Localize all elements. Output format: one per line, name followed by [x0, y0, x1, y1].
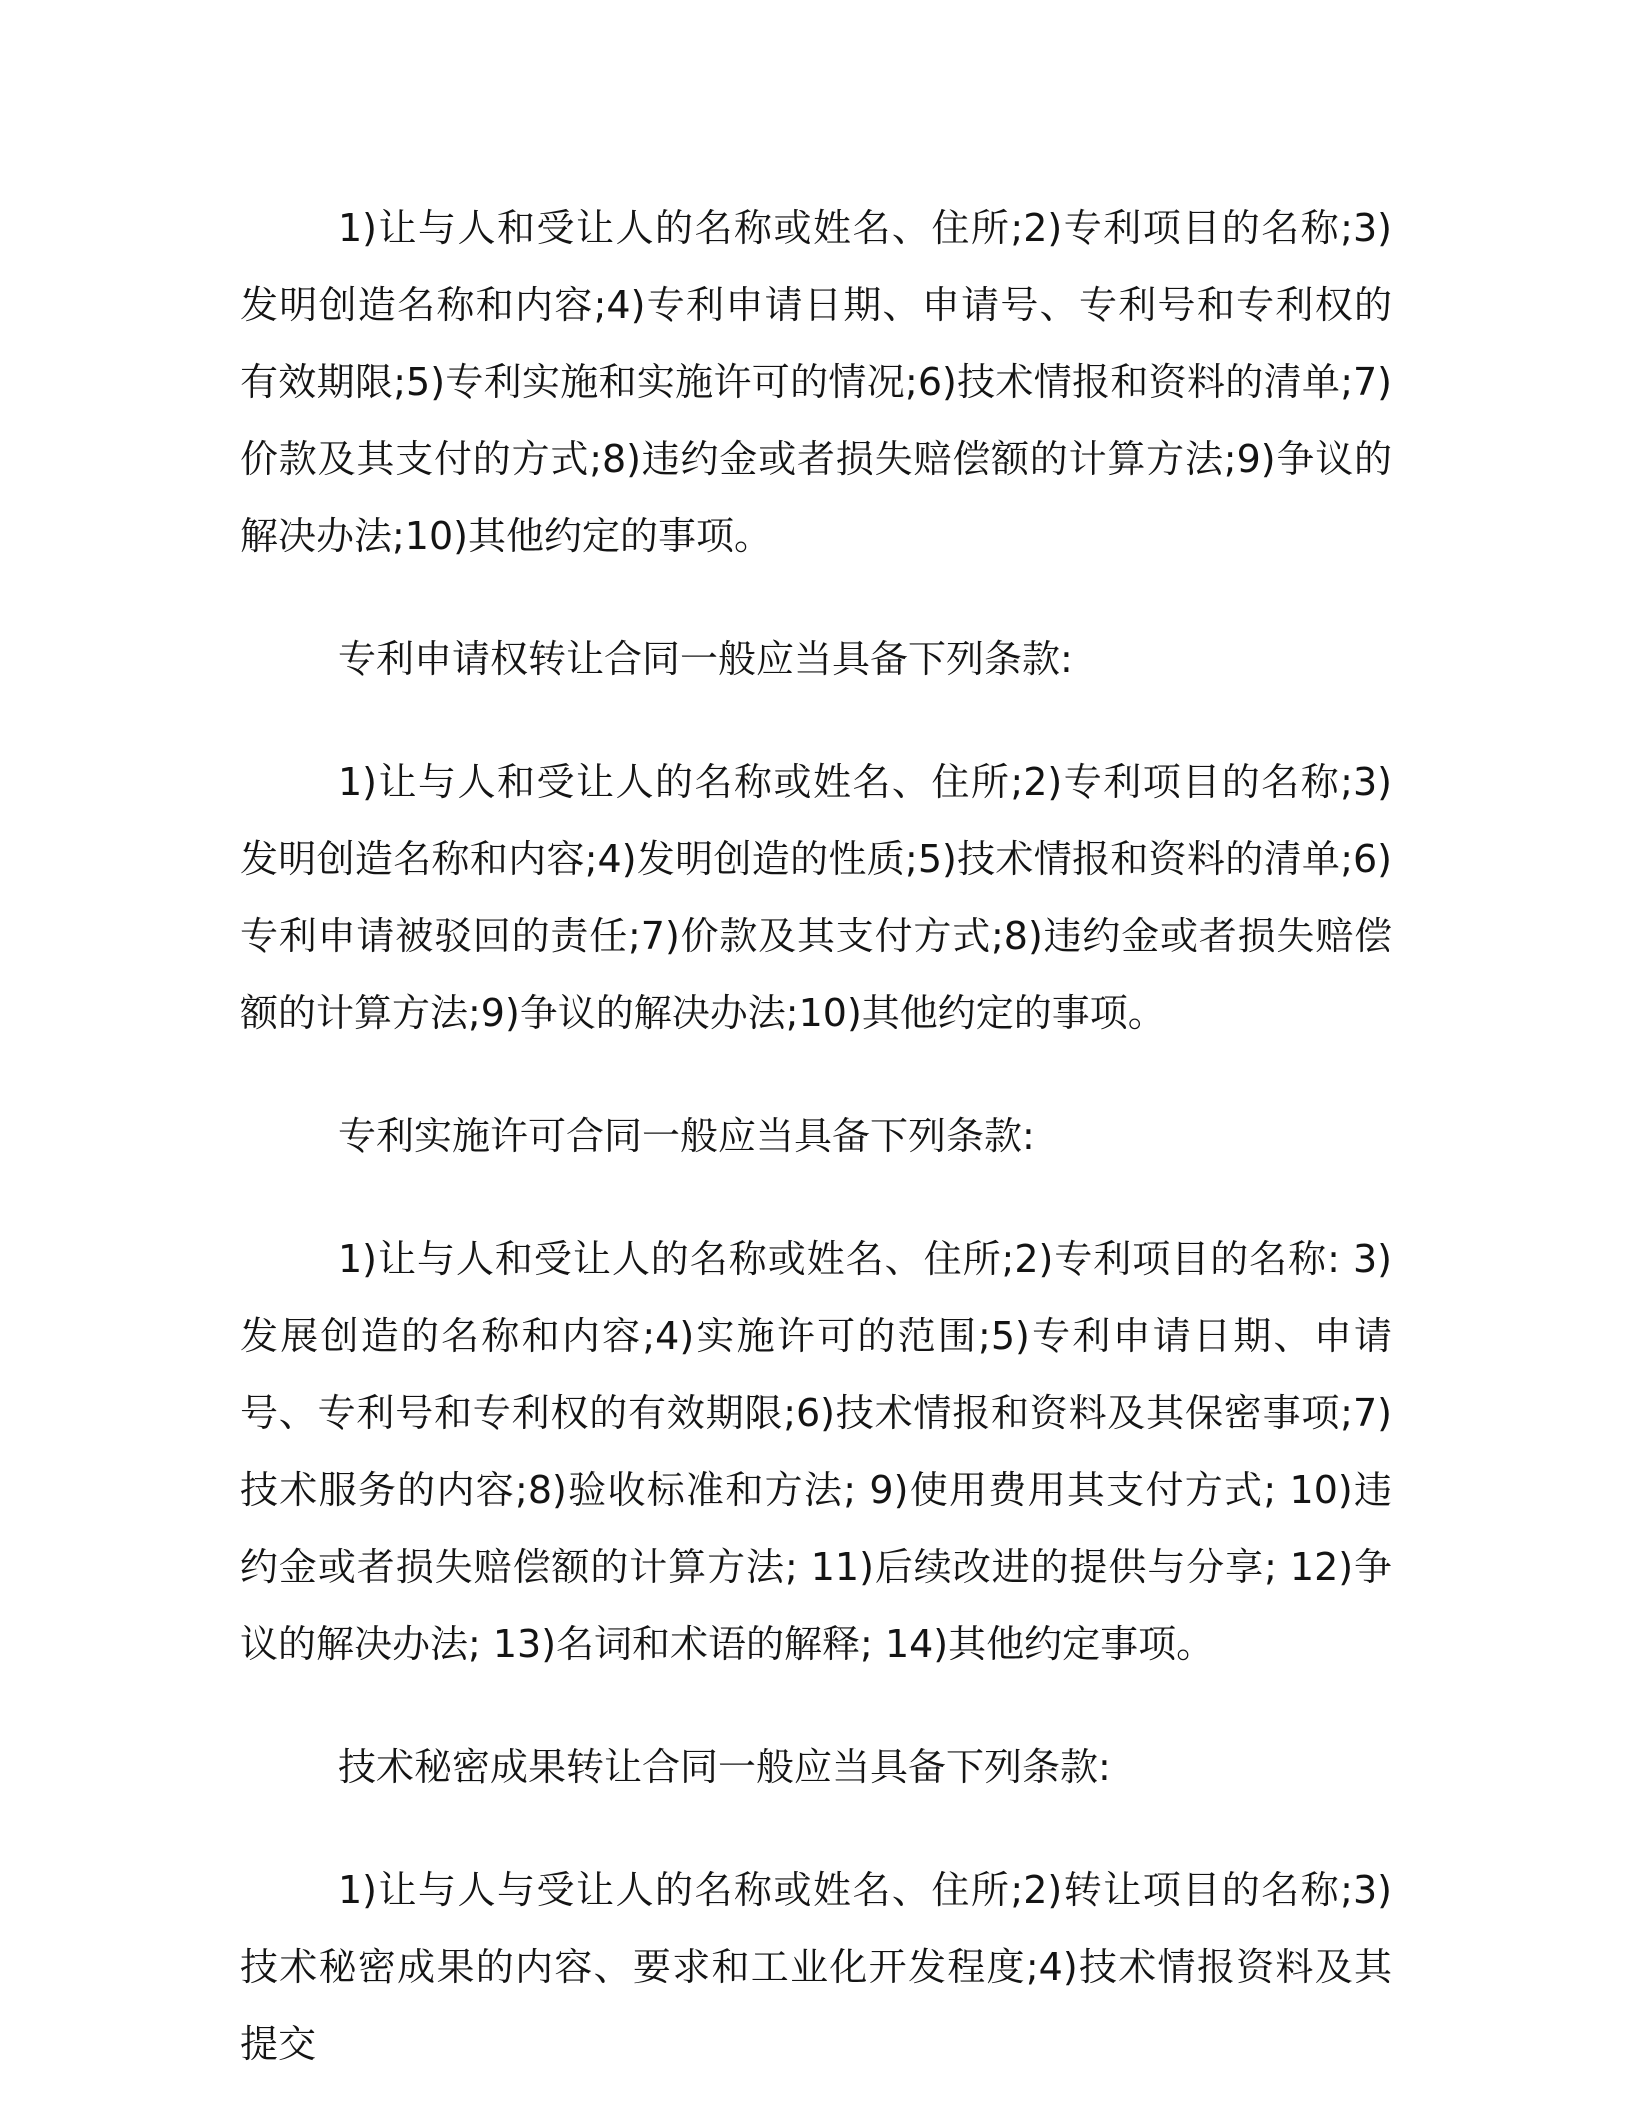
paragraph-technical-secret-terms: 1)让与人与受让人的名称或姓名、住所;2)转让项目的名称;3)技术秘密成果的内容、要求和工业化开发程度;4)技术情报资料及其提交 — [240, 1868, 1392, 2066]
document-page — [240, 190, 1392, 2083]
heading-patent-application-transfer: 专利申请权转让合同一般应当具备下列条款: — [338, 637, 1073, 681]
paragraph-patent-application-terms: 1)让与人和受让人的名称或姓名、住所;2)专利项目的名称;3)发明创造名称和内容;4)发明创造的性质;5)技术情报和资料的清单;6)专利申请被驳回的责任;7)价款及其支付方式;8)违约金或者损失赔偿额的计算方法;9)争议的解决办法;10)其他约定的事项。 — [240, 760, 1392, 1035]
heading-patent-license: 专利实施许可合同一般应当具备下列条款: — [338, 1114, 1035, 1158]
paragraph-patent-license-terms: 1)让与人和受让人的名称或姓名、住所;2)专利项目的名称: 3)发展创造的名称和内容;4)实施许可的范围;5)专利申请日期、申请号、专利号和专利权的有效期限;6)技术情报和资料及其保密事项;7)技术服务的内容;8)验收标准和方法; 9)使用费用其支付方式; 10)违约金或者损失赔偿额的计算方法; 11)后续改进的提供与分享; 12)争议的解决办法; 13)名词和术语的解释; 14)其他约定事项。 — [240, 1237, 1392, 1666]
heading-technical-secret-transfer: 技术秘密成果转让合同一般应当具备下列条款: — [338, 1745, 1111, 1789]
paragraph-patent-transfer-terms: 1)让与人和受让人的名称或姓名、住所;2)专利项目的名称;3)发明创造名称和内容;4)专利申请日期、申请号、专利号和专利权的有效期限;5)专利实施和实施许可的情况;6)技术情报和资料的清单;7)价款及其支付的方式;8)违约金或者损失赔偿额的计算方法;9)争议的解决办法;10)其他约定的事项。 — [240, 206, 1392, 558]
